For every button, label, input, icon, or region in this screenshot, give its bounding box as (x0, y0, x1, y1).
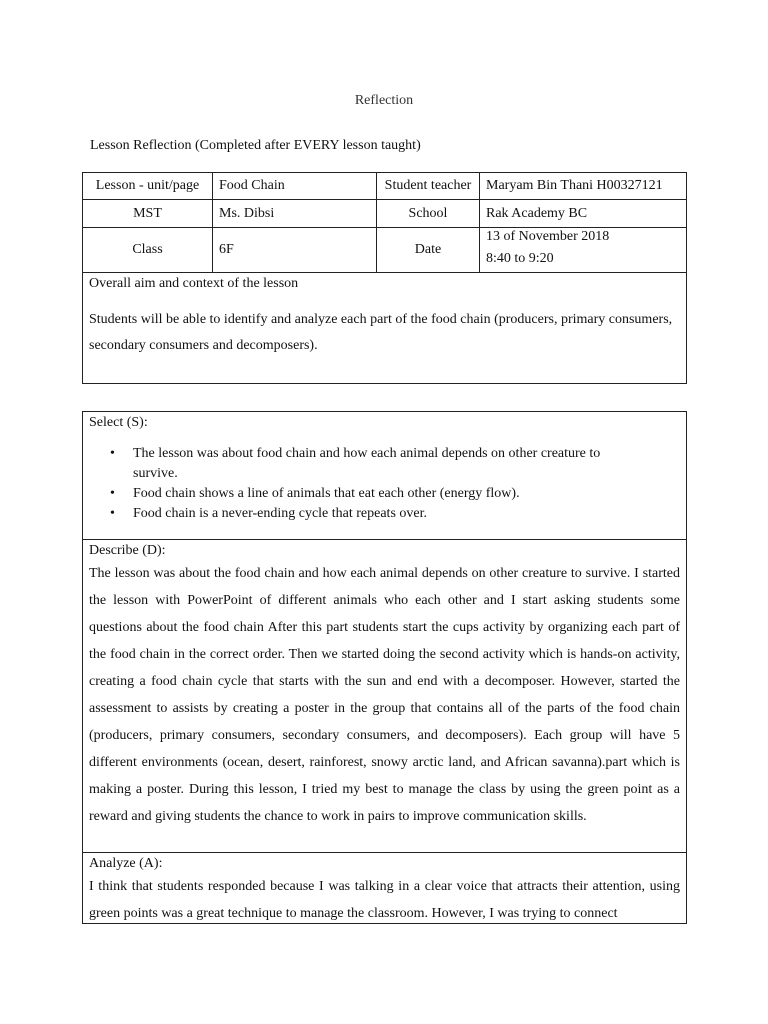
aim-label: Overall aim and context of the lesson (89, 276, 299, 291)
school-label: School (377, 200, 480, 228)
lesson-value: Food Chain (213, 173, 377, 200)
describe-text: The lesson was about the food chain and how each animal depends on other creature to survive. I started the lesson with PowerPoint of different animals who each other and I start asking students some questions about the food chain After this part students start the cups activity by organizing each part of the food chain in the correct order. Then we started doing the second activity which is hands-on activity, creating a food chain cycle that starts with the sun and end with a decomposer. However, started the assessment to assists by creating a poster in the group that contains all of the parts of the food chain (producers, primary consumers, secondary consumers, and decomposers). Each group will have 5 different environments (ocean, desert, rainforest, snowy arctic land, and African savanna).part which is making a poster. During this lesson, I tried my best to manage the class by using the green point as a reward and giving students the chance to work in pairs to improve communication skills. (89, 566, 680, 824)
table-row (83, 200, 687, 228)
analyze-text: I think that students responded because I was talking in a clear voice that attracts their attention, using green points was a great technique to manage the classroom. However, I was trying to connect (89, 879, 680, 921)
analyze-label: Analyze (A): (89, 856, 163, 871)
class-value: 6F (213, 228, 377, 273)
describe-section (82, 539, 687, 853)
bullet-icon: • (110, 486, 115, 501)
table-row (83, 273, 687, 384)
describe-label: Describe (D): (89, 543, 166, 558)
table-row (83, 173, 687, 200)
select-bullet-list (83, 444, 686, 524)
student-teacher-value: Maryam Bin Thani H00327121 (480, 173, 687, 200)
list-item-text: Food chain shows a line of animals that eat each other (energy flow). (133, 486, 520, 501)
bullet-icon: • (110, 446, 115, 461)
mst-label: MST (83, 200, 213, 228)
list-item (110, 444, 686, 484)
list-item-text: The lesson was about food chain and how each animal depends on other creature to survive. (133, 446, 601, 481)
analyze-section (82, 852, 687, 924)
student-teacher-label: Student teacher (377, 173, 480, 200)
lesson-reflection-subtitle: Lesson Reflection (Completed after EVERY lesson taught) (90, 138, 421, 153)
list-item-text: Food chain is a never-ending cycle that repeats over. (133, 506, 427, 521)
mst-value: Ms. Dibsi (213, 200, 377, 228)
date-label: Date (377, 228, 480, 273)
aim-text: Students will be able to identify and analyze each part of the food chain (producers, primary consumers, secondary consumers and decomposers). (89, 312, 673, 353)
bullet-icon: • (110, 506, 115, 521)
select-section (82, 411, 687, 540)
list-item (110, 484, 686, 504)
time-value: 8:40 to 9:20 (486, 251, 554, 266)
school-value: Rak Academy BC (480, 200, 687, 228)
lesson-info-table (82, 172, 687, 384)
date-value: 13 of November 2018 (486, 229, 610, 244)
aim-cell (83, 273, 687, 384)
date-cell (480, 228, 687, 273)
class-label: Class (83, 228, 213, 273)
document-title: Reflection (354, 93, 414, 108)
lesson-label: Lesson - unit/page (83, 173, 213, 200)
table-row (83, 228, 687, 273)
list-item (110, 504, 686, 524)
select-label: Select (S): (89, 415, 148, 430)
